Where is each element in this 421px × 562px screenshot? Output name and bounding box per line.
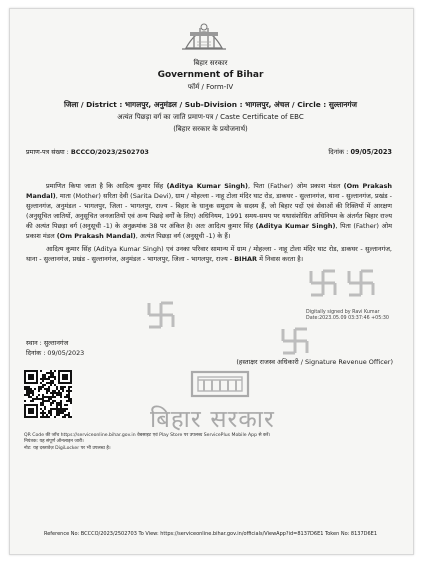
- body-text-segment: , पिता (Father) ओम प्रकाश मंडल: [26, 222, 392, 241]
- footer-note-3: नोट: यह दस्तावेज़ DigiLocker पर भी उपलब्ध है।: [24, 445, 111, 451]
- govt-hindi-title: बिहार सरकार: [193, 59, 228, 67]
- certificate-number-value: BCCCO/2023/2502703: [70, 148, 149, 156]
- body-text-segment: , अत्यंत पिछड़ा वर्ग (अनुसूची -1) के हैं।: [135, 232, 231, 241]
- body-text-segment: (Om Prakash Mandal): [26, 182, 393, 201]
- body-text-segment: प्रमाणित किया जाता है कि आदित्य कुमार सिंह: [46, 182, 167, 190]
- bihar-emblem-icon: [176, 18, 232, 52]
- officer-signature-label: (हस्ताक्षर राजस्व अधिकारी / Signature Revenue Officer): [236, 358, 393, 366]
- reference-line: Reference No: BCCCO/2023/2502703 To View: https://serviceonline.bihar.gov.in/officials/ViewApp?id=8137D6E1 Token No: 8137D6E1: [43, 531, 378, 537]
- place-label: स्थान : सुल्तानगंज: [26, 339, 69, 347]
- form-number: फॉर्म / Form-IV: [187, 83, 234, 91]
- body-text-segment: , माता (Mother) सरिता देवी (Sarita Devi), ग्राम / मोहल्ला - नाहू टोला मंदिर घाट रोड, डाकघर - सुल्तानगंज, थाना - सुल्तानगंज, प्रखंड - सुल्तानगंज, अनुमंडल - भागलपुर, जिला - भागलपुर, राज्य - बिहार के धानुक समुदाय के सदस्य हैं, जो बिहार पदों एवं सेवाओं की रिक्तियों में आरक्षण (अनुसूचित जातियों, अनुसूचित जनजातियों एवं अन्य पिछड़े वर्गों के लिए) अधिनियम, 1991 समय-समय पर यथासंशोधित अधिनियम के अंतर्गत बिहार राज्य की अत्यंत पिछड़ा वर्ग (अनुसूची -1) के अनुक्रमांक 38 पर अंकित है। अतः आदित्य कुमार सिंह: [26, 192, 392, 231]
- certificate-date: [328, 147, 392, 156]
- certificate-number: [26, 147, 149, 156]
- district-line: जिला / District : भागलपुर, अनुमंडल / Sub-Division : भागलपुर, अंचल / Circle : सुल्तानगंज: [63, 100, 358, 109]
- swastika-watermark-icon: [146, 300, 176, 330]
- body-text-segment: , पिता (Father) ओम प्रकाश मंडल: [248, 182, 344, 190]
- swastika-watermark-icon: [280, 326, 310, 356]
- body-text-segment: (Aditya Kumar Singh): [255, 222, 336, 231]
- digital-signature-name: Digitally signed by Ravi Kumar: [306, 310, 380, 315]
- footer-notes: [24, 433, 270, 452]
- body-text-segment: में निवास करता है।: [257, 255, 304, 264]
- footer-qr-note: QR Code की जाँच https://serviceonline.bihar.gov.in वेबसाइट एवं Play Store पर उपलब्ध ServicePlus Mobile App से करें।: [24, 433, 271, 438]
- body-text-segment: (Om Prakash Mandal): [56, 232, 136, 241]
- certificate-body-paragraph-1: [26, 181, 392, 242]
- footer-note-2: नियंत्रक: यह संपूर्ण ऑनलाइन जारी।: [24, 439, 84, 445]
- certificate-date-label: दिनांक :: [328, 148, 349, 156]
- bihar-logo-icon: [190, 370, 250, 398]
- certificate-number-label: प्रमाण-पत्र संख्या :: [26, 148, 69, 156]
- place-date: दिनांक : 09/05/2023: [26, 349, 85, 357]
- swastika-watermark-icon: [308, 268, 338, 298]
- watermark-text: बिहार सरकार: [150, 405, 275, 433]
- certificate-date-value: 09/05/2023: [350, 148, 392, 156]
- body-text-segment: (Aditya Kumar Singh): [166, 182, 248, 190]
- certificate-title: अत्यंत पिछड़ा वर्ग का जाति प्रमाण-पत्र / Caste Certificate of EBC: [117, 113, 304, 121]
- qr-code: [24, 370, 72, 418]
- govt-english-title: Government of Bihar: [157, 70, 264, 80]
- digital-signature-date: Date:2023.05.09 03:37:46 +05:30: [306, 316, 389, 321]
- certificate-body-paragraph-2: [26, 244, 392, 264]
- swastika-watermark-icon: [346, 268, 376, 298]
- body-text-segment: आदित्य कुमार सिंह (Aditya Kumar Singh) एवं उनका परिवार सामान्य में ग्राम / मोहल्ला - नाहू टोला मंदिर घाट रोड, डाकघर - सुल्तानगंज, थाना - सुल्तानगंज, प्रखंड - सुल्तानगंज, अनुमंडल - भागलपुर, जिला - भागलपुर, राज्य -: [26, 245, 392, 264]
- purpose-line: (बिहार सरकार के प्रयोजनार्थ): [173, 125, 248, 133]
- body-text-segment: BIHAR: [234, 255, 258, 264]
- digital-signature: [306, 310, 389, 322]
- place-block: [26, 338, 84, 358]
